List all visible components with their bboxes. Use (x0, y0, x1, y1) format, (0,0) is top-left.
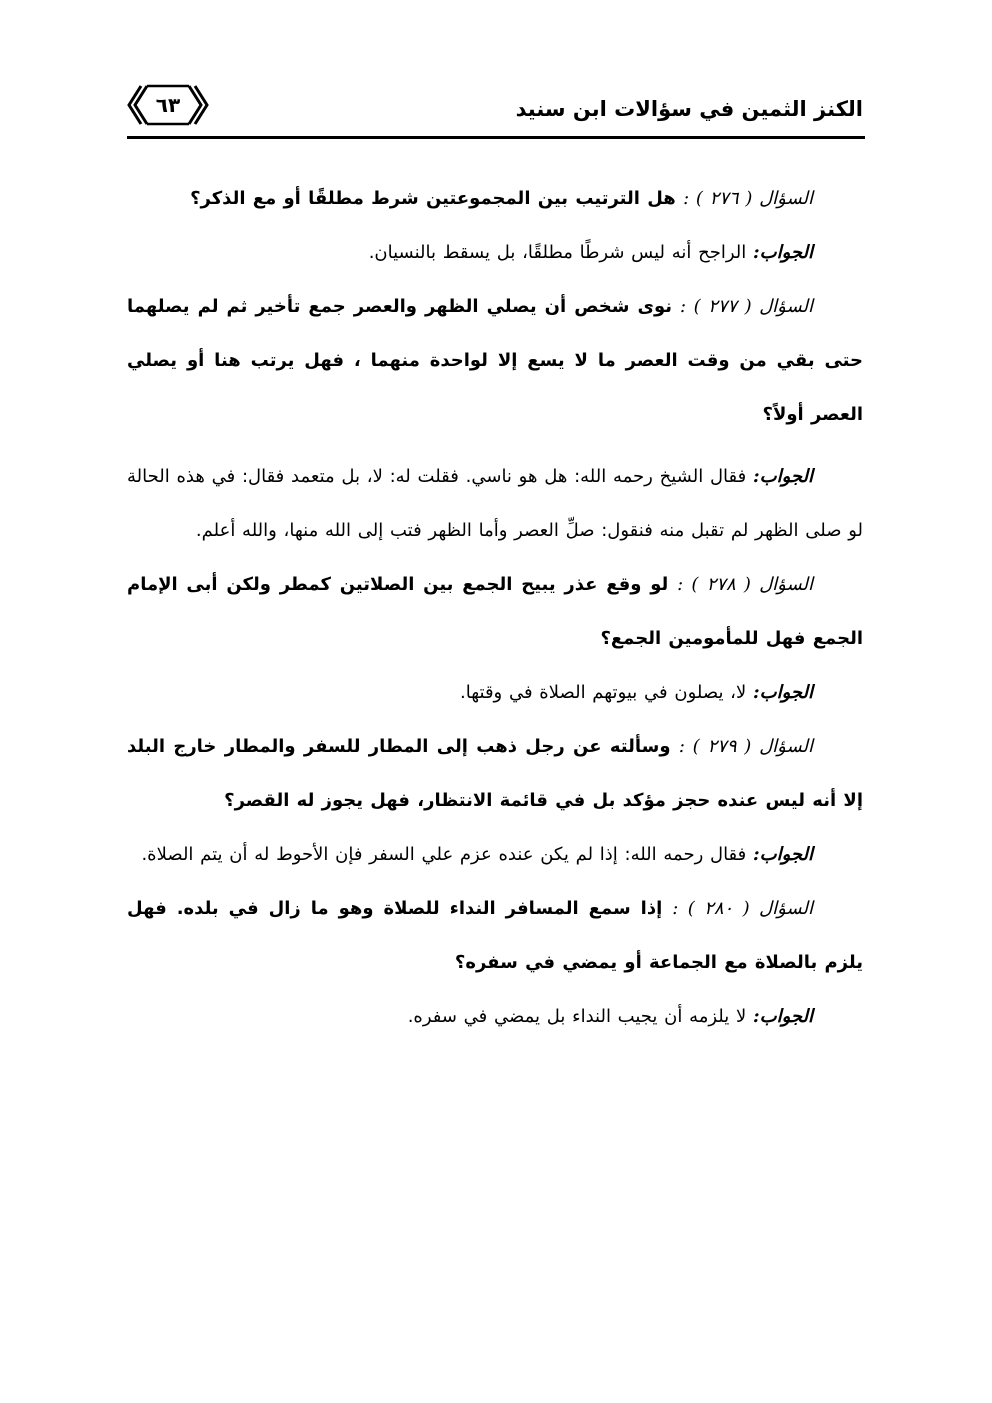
answer-text: فقال الشيخ رحمه الله: هل هو ناسي. فقلت له: لا، بل متعمد فقال: في هذه الحالة لو صلى الظهر لم تقبل منه فنقول: صلِّ العصر وأما الظهر فتب إلى الله منها، والله أعلم. (127, 466, 863, 541)
answer-276 (127, 226, 863, 280)
question-text: وسألته عن رجل ذهب إلى المطار للسفر والمطار خارج البلد إلا أنه ليس عنده حجز مؤكد بل في قائمة الانتظار، فهل يجوز له القصر؟ (127, 736, 863, 811)
answer-label: الجواب: (753, 1006, 813, 1027)
question-text: هل الترتيب بين المجموعتين شرط مطلقًا أو مع الذكر؟ (190, 188, 676, 209)
answer-280 (127, 990, 863, 1044)
question-278 (127, 558, 863, 666)
question-text: نوى شخص أن يصلي الظهر والعصر جمع تأخير ثم لم يصلهما حتى بقي من وقت العصر ما لا يسع إلا لواحدة منهما ، فهل يرتب هنا أو يصلي العصر أولاً؟ (127, 296, 863, 425)
question-label: السؤال ( ٢٨٠ ) : (672, 898, 813, 919)
page-number: ٦٣ (155, 93, 181, 117)
question-276 (127, 172, 863, 226)
answer-label: الجواب: (753, 844, 813, 865)
header-divider (127, 136, 865, 139)
answer-text: لا يلزمه أن يجيب النداء بل يمضي في سفره. (407, 1006, 747, 1027)
answer-text: فقال رحمه الله: إذا لم يكن عنده عزم علي السفر فإن الأحوط له أن يتم الصلاة. (141, 844, 747, 865)
question-text: لو وقع عذر يبيح الجمع بين الصلاتين كمطر ولكن أبى الإمام الجمع فهل للمأمومين الجمع؟ (127, 574, 863, 649)
question-277 (127, 280, 863, 442)
question-text: إذا سمع المسافر النداء للصلاة وهو ما زال في بلده. فهل يلزم بالصلاة مع الجماعة أو يمضي في سفره؟ (127, 898, 863, 973)
answer-text: الراجح أنه ليس شرطًا مطلقًا، بل يسقط بالنسيان. (368, 242, 747, 263)
question-label: السؤال ( ٢٧٦ ) : (683, 188, 813, 209)
question-label: السؤال ( ٢٧٩ ) : (678, 736, 813, 757)
question-label: السؤال ( ٢٧٨ ) : (677, 574, 814, 595)
answer-text: لا، يصلون في بيوتهم الصلاة في وقتها. (460, 682, 747, 703)
answer-277 (127, 450, 863, 558)
page-header (127, 82, 865, 142)
book-title: الكنز الثمين في سؤالات ابن سنيد (515, 97, 863, 121)
answer-label: الجواب: (752, 466, 813, 487)
question-280 (127, 882, 863, 990)
question-279 (127, 720, 863, 828)
answer-label: الجواب: (753, 242, 813, 263)
question-label: السؤال ( ٢٧٧ ) : (680, 296, 814, 317)
answer-label: الجواب: (753, 682, 813, 703)
answer-279 (127, 828, 863, 882)
answer-278 (127, 666, 863, 720)
qa-content (127, 172, 863, 1044)
page-number-frame (127, 84, 209, 126)
